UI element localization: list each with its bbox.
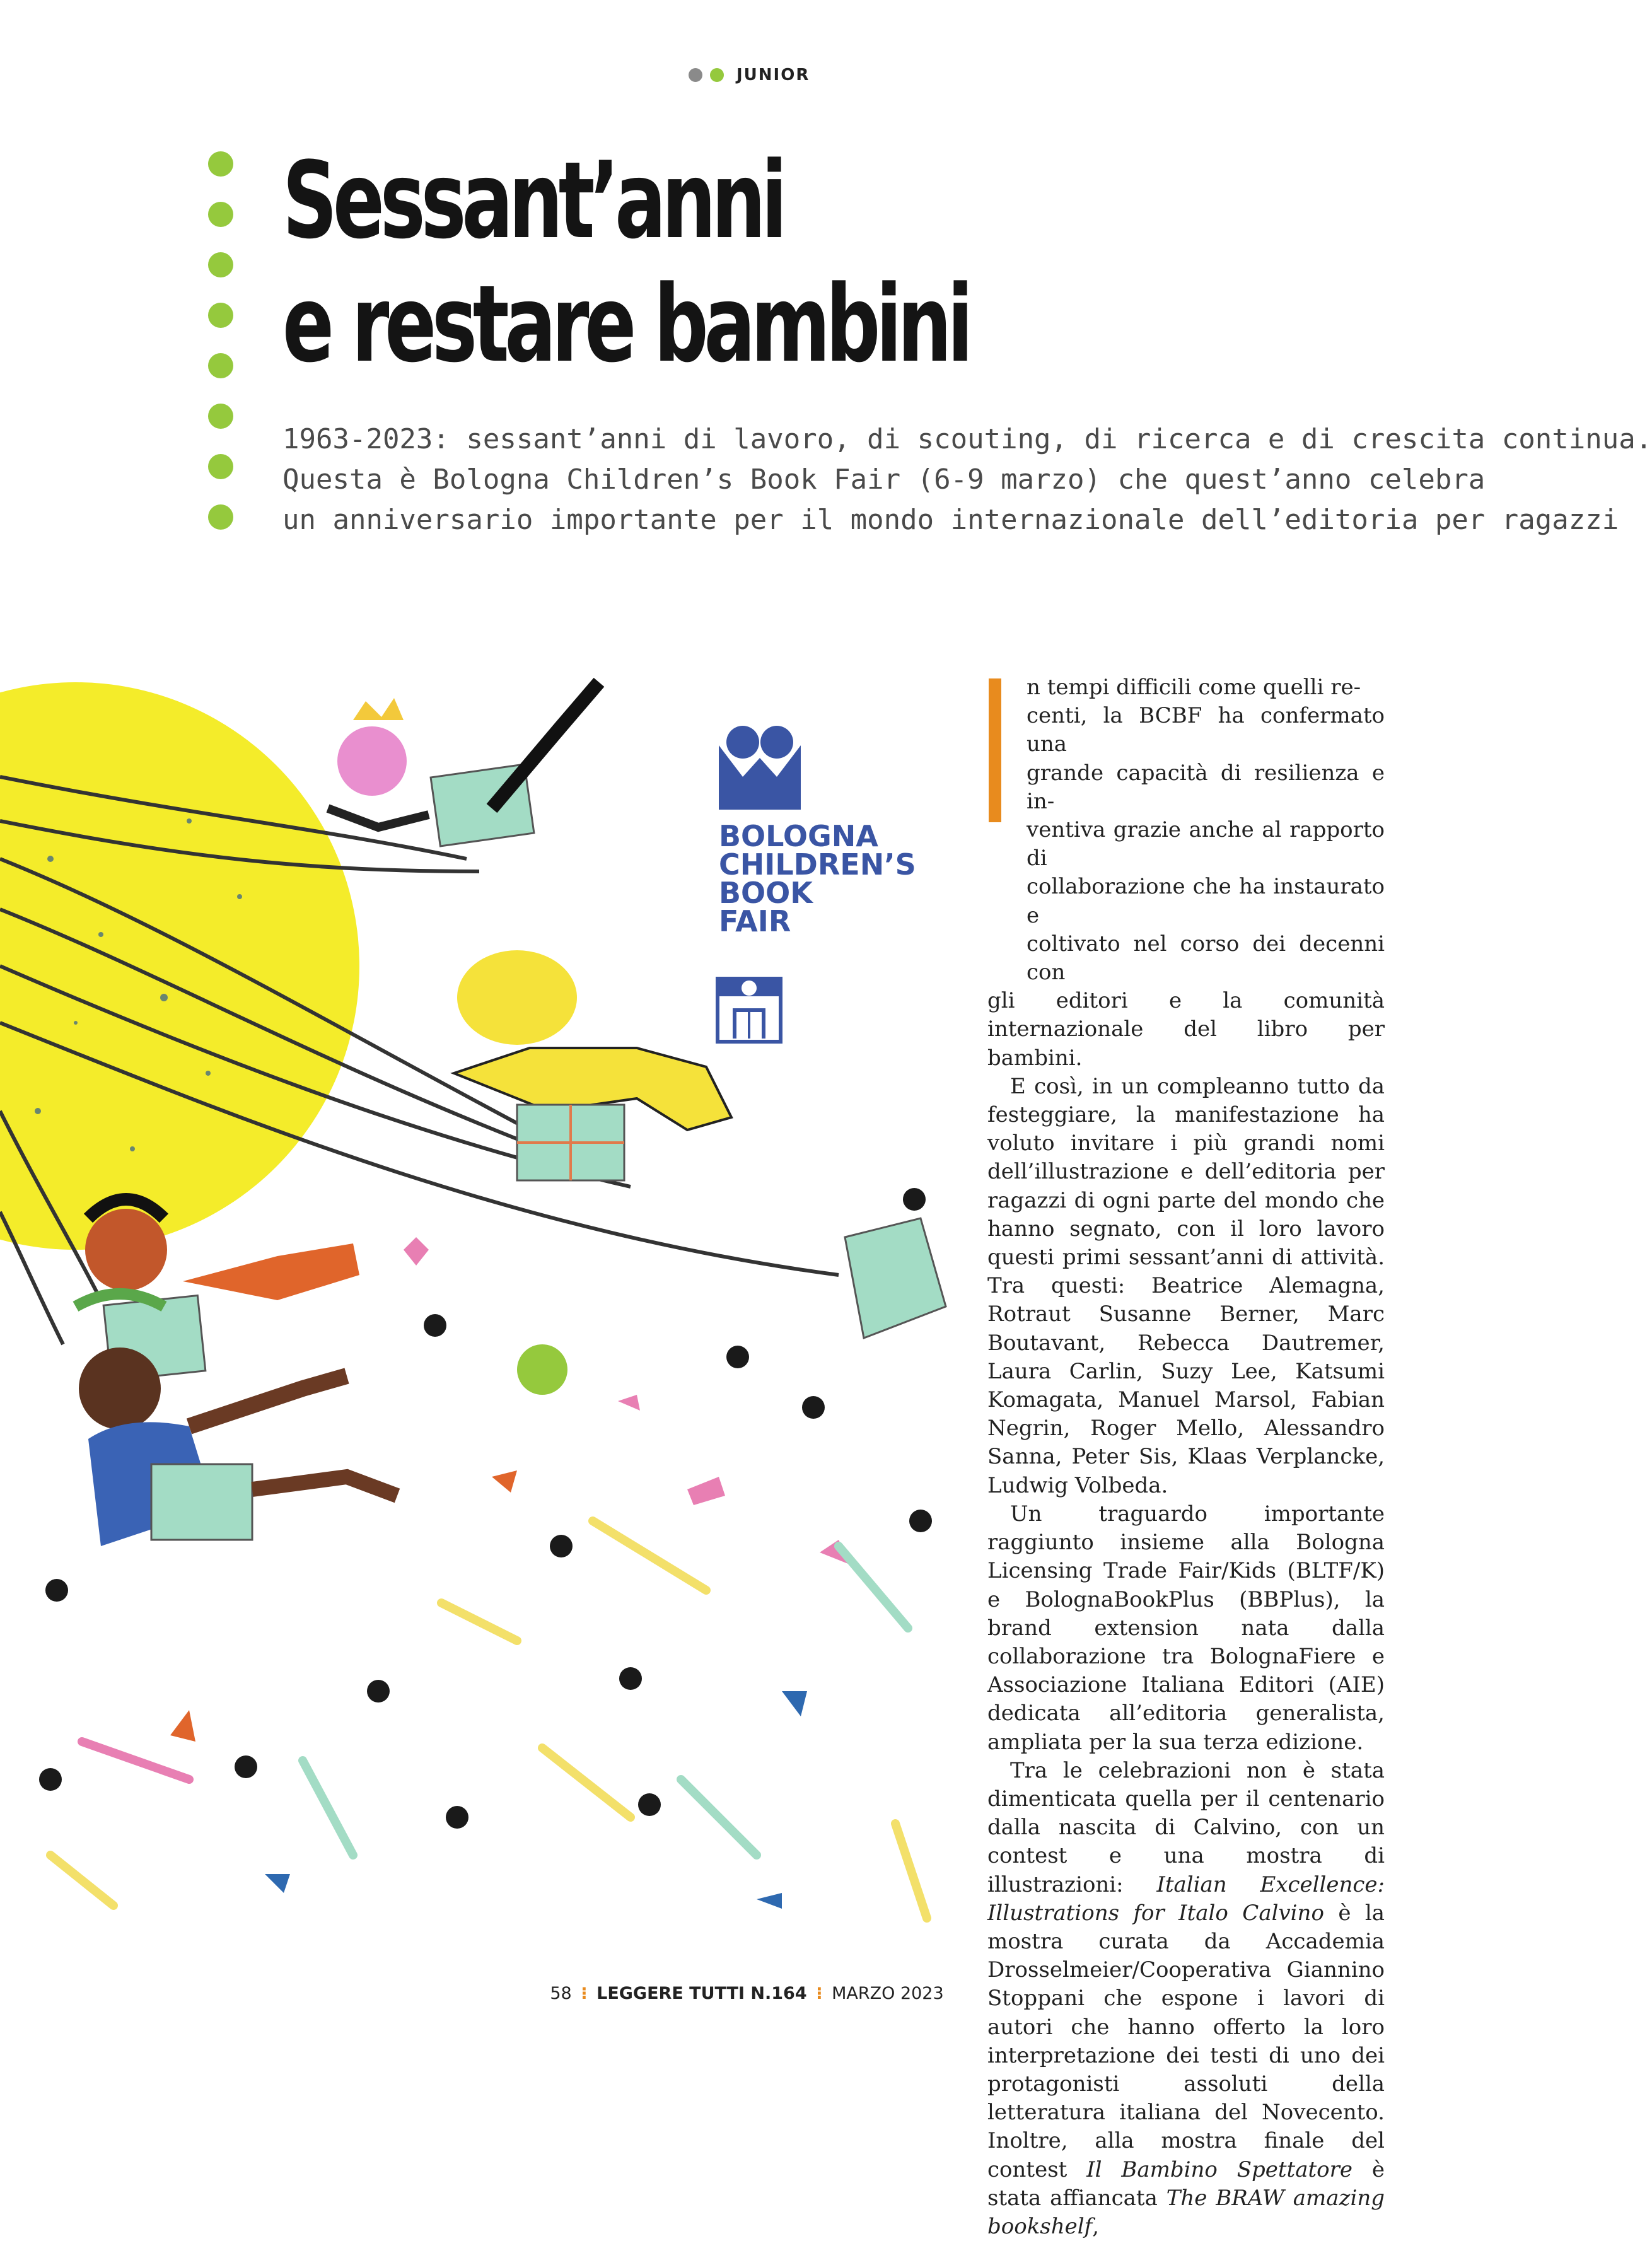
subtitle-line-3: un anniversario importante per il mondo internazionale dell’editoria per ragazzi [282,504,1619,536]
bookshelf-title: The BRAW amazing bookshelf [987,2185,1385,2239]
logo-text-line-2: CHILDREN’S [719,847,916,882]
headline [282,139,1054,386]
logo-text-line-3: BOOK [719,876,813,910]
bullet-dot-icon [208,252,233,277]
bullet-dot-icon [208,454,233,479]
paragraph-line: coltivato nel corso dei decenni con [1027,931,1385,986]
paragraph-rest: gli editori e la comunità internazionale del libro per bambini. [987,988,1385,1071]
page-footer [0,1984,1494,2003]
subtitle [282,419,1652,540]
magazine-name: LEGGERE TUTTI N.164 [596,1984,807,2003]
paragraph-line: centi, la BCBF ha confermato una [1027,703,1385,757]
bullet-dot-icon [208,353,233,378]
section-label: JUNIOR [736,66,810,84]
subtitle-line-2: Questa è Bologna Children’s Book Fair (6-9 marzo) che quest’anno celebra [282,463,1486,496]
gray-dot-icon [689,68,702,82]
page-number: 58 [550,1984,572,2003]
bullet-dot-icon [208,303,233,328]
paragraph-text: è la mostra curata da Accademia Drosselmeier/Cooperativa Giannino Stoppani che espone i lavori di autori che hanno offerto la loro interpretazione dei testi di uno dei protagonisti assoluti della letteratura italiana del Novecento. Inoltre, alla mostra finale del contest [987,1900,1385,2182]
logo-text-line-1: BOLOGNA [719,819,878,853]
paragraph-line: n tempi difficili come quelli re- [1027,675,1361,700]
paragraph-text: Tra le celebrazioni non è stata dimenticata quella per il centenario dalla nascita di Calvino, con un contest e una mostra di illustrazioni: [987,1757,1385,1897]
paragraph-line: grande capacità di resilienza e in- [1027,760,1385,814]
bullet-dot-icon [208,202,233,227]
issue-date: MARZO 2023 [832,1984,944,2003]
paragraph-text: , [1092,2213,1100,2239]
separator-icon: ⁝ [816,1984,823,2003]
logo-text-line-4: FAIR [719,904,791,938]
green-dot-icon [710,68,724,82]
headline-line-2: e restare bambini [282,262,969,386]
cover-illustration [0,670,946,1933]
article-paragraph-3: Un traguardo importante raggiunto insieme alla Bologna Licensing Trade Fair/Kids (BLTF/K) e BolognaBookPlus (BBPlus), la brand extension nata dalla collaborazione tra BolognaFiere e Associazione Italiana Editori (AIE) dedicata all’editoria generalista, ampliata per la sua terza edizione. [987,1501,1385,1755]
article-paragraph-1 [987,673,1385,1073]
subtitle-line-1: 1963-2023: sessant’anni di lavoro, di scouting, di ricerca e di crescita continua. [282,423,1652,455]
separator-icon: ⁝ [581,1984,588,2003]
exhibition-title: Italian Excellence: Illustrations for Italo Calvino [987,1871,1385,1926]
paragraph-line: ventiva grazie anche al rapporto di [1027,817,1385,871]
paragraph-text: è stata affiancata [987,2157,1385,2211]
bullet-dot-icon [208,404,233,429]
section-tag [689,66,810,84]
headline-line-1: Sessant’anni [282,139,783,262]
contest-title: Il Bambino Spettatore [1086,2157,1352,2182]
paragraph-line: collaborazione che ha instaurato e [1027,874,1385,928]
article-paragraph-2: E così, in un compleanno tutto da festeggiare, la manifestazione ha voluto invitare i più grandi nomi dell’illustrazione e dell’editoria per ragazzi di ogni parte del mondo che hanno segnato, con il loro lavoro questi primi sessant’anni di attività. Tra questi: Beatrice Alemagna, Rotraut Susanne Berner, Marc Boutavant, Rebecca Dautremer, Laura Carlin, Suzy Lee, Katsumi Komagata, Manuel Marsol, Fabian Negrin, Roger Mello, Alessandro Sanna, Peter Sis, Klaas Verplancke, Ludwig Volbeda. [987,1073,1385,1498]
article-body [987,673,1385,2241]
swing-ride-illustration [0,670,946,1933]
bullet-dot-icon [208,504,233,530]
bullet-dot-icon [208,151,233,177]
